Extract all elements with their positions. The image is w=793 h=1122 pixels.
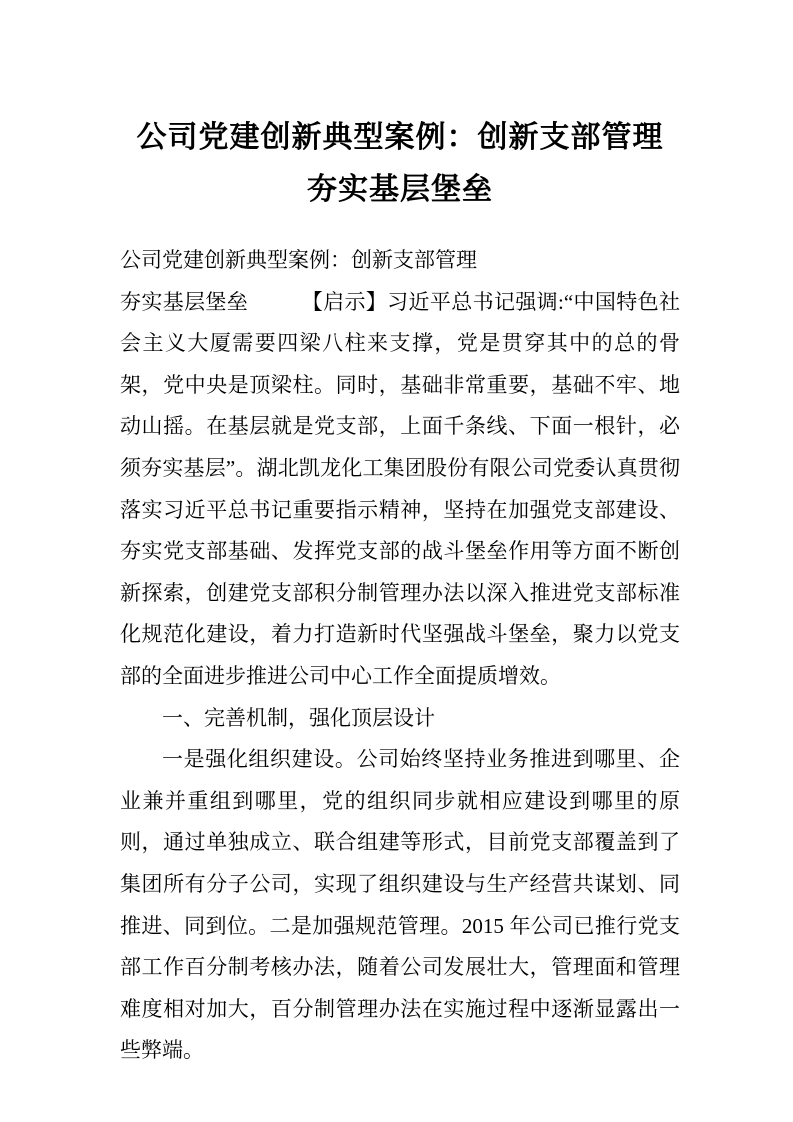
paragraph-section-body: 一是强化组织建设。公司始终坚持业务推进到哪里、企业兼并重组到哪里，党的组织同步就相应建设到哪里的原则，通过单独成立、联合组建等形式，目前党支部覆盖到了集团所有分子公司，实现了组织建设与生产经营共谋划、同推进、同到位。二是加强规范管理。2015 年公司已推行党支部工作百分制考核办法，随着公司发展壮大，管理面和管理难度相对加大，百分制管理办法在实施过程中逐渐显露出一些弊端。 bbox=[120, 747, 680, 1063]
document-body bbox=[120, 240, 680, 1072]
paragraph-subtitle-line: 公司党建创新典型案例：创新支部管理 bbox=[120, 248, 477, 272]
paragraph-section-heading: 一、完善机制，强化顶层设计 bbox=[162, 705, 435, 730]
paragraph-intro: 夯实基层堡垒 【启示】习近平总书记强调:“中国特色社会主义大厦需要四梁八柱来支撑，党是贯穿其中的总的骨架，党中央是顶梁柱。同时，基础非常重要，基础不牢、地动山摇。在基层就是党支部，上面千条线、下面一根针，必须夯实基层”。湖北凯龙化工集团股份有限公司党委认真贯彻落实习近平总书记重要指示精神，坚持在加强党支部建设、夯实党支部基础、发挥党支部的战斗堡垒作用等方面不断创新探索，创建党支部积分制管理办法以深入推进党支部标准化规范化建设，着力打造新时代坚强战斗堡垒，聚力以党支部的全面进步推进公司中心工作全面提质增效。 bbox=[120, 289, 680, 688]
document-title: 公司党建创新典型案例：创新支部管理 夯实基层堡垒 bbox=[136, 121, 664, 206]
